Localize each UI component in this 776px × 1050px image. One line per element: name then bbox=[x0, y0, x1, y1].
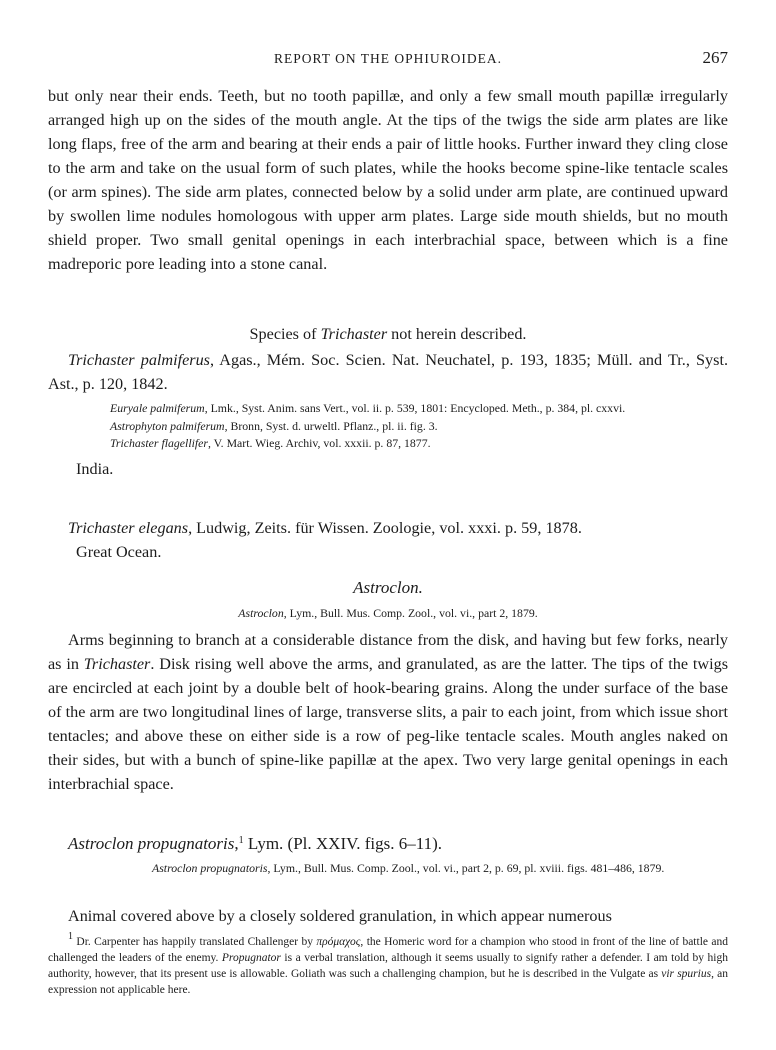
synonym-item bbox=[110, 435, 728, 453]
synonym-name: Trichaster flagellifer bbox=[110, 436, 208, 450]
species-name: Astroclon propugnatoris bbox=[68, 834, 235, 853]
page-header bbox=[48, 48, 728, 72]
paragraph-text-rest: . Disk rising well above the arms, and granulated, as are the latter. The tips of the twigs are encircled at each joint by a double belt of hook-bearing grains. Along the under surface of the base of the arm are two longitudinal lines of large, transverse slits, a pair to each joint, from which issue short tentacles; and above these on either side is a row of peg-like tentacle scales. Mouth angles naked on their sides, but with a bunch of spine-like papillæ at the apex. Two very large genital openings in each interbrachial space. bbox=[48, 655, 728, 793]
synonym-name: Astroclon propugnatoris bbox=[152, 861, 268, 875]
synonym-item bbox=[152, 860, 728, 878]
species-entry-elegans bbox=[48, 516, 728, 564]
description-paragraph-trichaster bbox=[48, 84, 728, 276]
footnote-term: Propugnator bbox=[221, 952, 281, 964]
footnote-text: is a verbal translation, although it seems usually to signify rather a defender. I am told by high authority, however, that its present use is allowable. Goliath was such a challenging champion, but he is described in the Vulgate as bbox=[48, 952, 728, 980]
page-number: 267 bbox=[702, 48, 728, 67]
footnote-text: Dr. Carpenter has happily translated Challenger by bbox=[73, 936, 317, 948]
footnote-reference: 1 bbox=[238, 835, 244, 846]
species-name: Trichaster elegans bbox=[68, 519, 189, 537]
species-heading bbox=[48, 322, 728, 346]
genus-reference-name: Astroclon bbox=[238, 606, 284, 620]
species-heading-genus: Trichaster bbox=[320, 325, 388, 343]
synonym-name: Euryale palmiferum bbox=[110, 401, 205, 415]
footnote-text: , the Homeric word for a champion who stood in front of the line of battle and challenged the leaders of the enemy. bbox=[48, 936, 728, 964]
species-citation: Lym. (Pl. XXIV. figs. 6–11). bbox=[243, 834, 442, 853]
species-citation: , Agas., Mém. Soc. Scien. Nat. Neuchatel, p. 193, 1835; Müll. and Tr., Syst. Ast., p. 120, 1842. bbox=[48, 351, 728, 393]
footnote-text: , an expression not applicable here. bbox=[48, 968, 728, 996]
species-entry-propugnatoris: Astroclon propugnatoris,$^1$ Lym. (Pl. XXIV. figs. 6–11). Astroclon propugnatoris, Lym., Bull. Mus. Comp. Zool., vol. vi., part 2, p. 69, pl. xviii. figs. 481–486, 1879. bbox=[48, 832, 728, 878]
paragraph-text: but only near their ends. Teeth, but no tooth papillæ, and only a few small mouth papillæ irregularly arranged high up on the sides of the mouth angle. At the tips of the twigs the side arm plates are like long flaps, free of the arm and bearing at their ends a pair of little hooks. Further inward they cling close to the arm and take on the usual form of such plates, while the hooks become spine-like tentacle scales (or arm spines). The side arm plates, connected below by a solid under arm plate, are continued upward by swollen lime nodules homologous with upper arm plates. Large side mouth shields, but no mouth shield proper. Two small genital openings in each interbrachial space, between which is a fine madreporic pore leading into a stone canal. bbox=[48, 87, 728, 273]
synonym-text: , Lym., Bull. Mus. Comp. Zool., vol. vi., part 2, p. 69, pl. xviii. figs. 481–486, 1879. bbox=[267, 861, 665, 875]
species-name: Trichaster palmiferus bbox=[68, 351, 210, 369]
synonym-item bbox=[110, 400, 728, 418]
footnote-greek: πρόμαχος bbox=[316, 936, 361, 948]
description-paragraph-astroclon bbox=[48, 628, 728, 796]
paragraph-text: Arms beginning to branch at a considerable distance from the disk, and having but few forks, nearly as in bbox=[48, 631, 728, 673]
species-locality: Great Ocean. bbox=[76, 543, 162, 561]
species-heading-suffix: not herein described. bbox=[387, 325, 527, 343]
genus-reference bbox=[48, 604, 728, 622]
footnote-mark: 1 bbox=[68, 931, 73, 942]
species-entry-palmiferus bbox=[48, 348, 728, 481]
paragraph-genus: Trichaster bbox=[83, 655, 151, 673]
synonym-name: Astrophyton palmiferum bbox=[110, 418, 225, 433]
paragraph-text: Animal covered above by a closely soldered granulation, in which appear numerous bbox=[68, 907, 612, 925]
synonym-text: , V. Mart. Wieg. Archiv, vol. xxxii. p. 87, 1877. bbox=[207, 436, 431, 450]
footnote-latin: vir spurius bbox=[661, 968, 712, 980]
species-heading-prefix: Species of bbox=[249, 325, 321, 343]
species-locality: India. bbox=[76, 459, 114, 478]
synonym-text: , Lmk., Syst. Anim. sans Vert., vol. ii. p. 539, 1801: Encycloped. Meth., p. 384, pl. cxxvi. bbox=[204, 401, 626, 415]
species-citation: , Ludwig, Zeits. für Wissen. Zoologie, vol. xxxi. p. 59, 1878. bbox=[188, 519, 582, 537]
description-paragraph-propugnatoris bbox=[48, 904, 728, 928]
synonym-text: , Bronn, Syst. d. urweltl. Pflanz., pl. ii. fig. 3. bbox=[224, 418, 438, 433]
footnote bbox=[48, 931, 728, 998]
genus-heading-astroclon bbox=[48, 576, 728, 622]
running-head: REPORT ON THE OPHIUROIDEA. bbox=[274, 51, 502, 66]
synonym-list bbox=[48, 860, 728, 878]
genus-title: Astroclon. bbox=[353, 578, 423, 597]
genus-reference-text: , Lym., Bull. Mus. Comp. Zool., vol. vi., part 2, 1879. bbox=[283, 606, 538, 620]
synonym-item bbox=[110, 418, 728, 436]
synonym-list bbox=[48, 400, 728, 453]
